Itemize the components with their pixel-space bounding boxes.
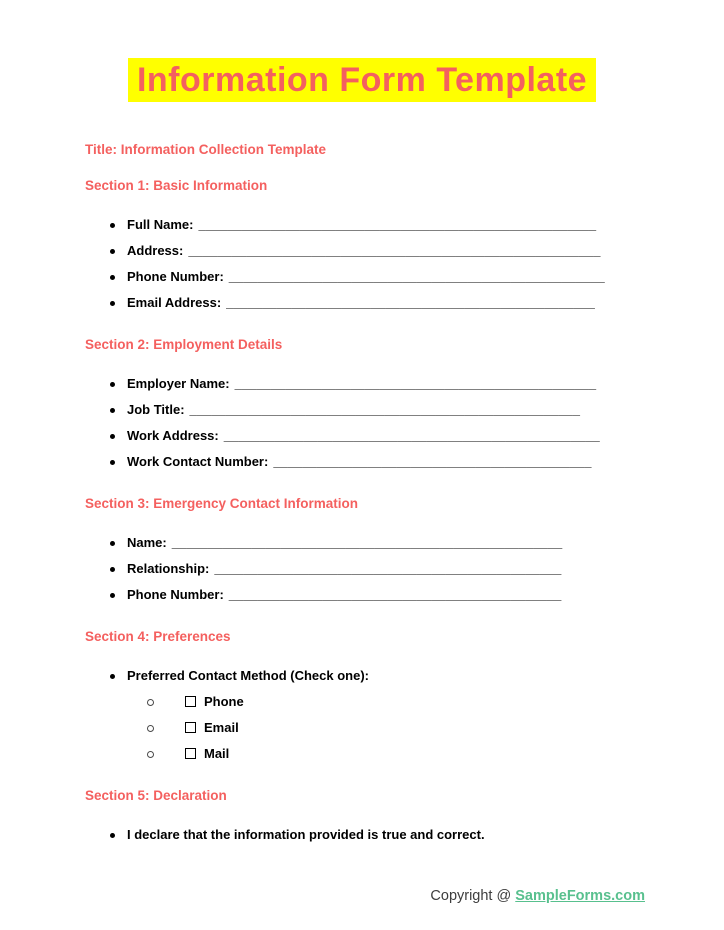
field-label: Job Title: (127, 402, 185, 417)
form-field-row (85, 423, 664, 449)
blank-line: ______________________________________________________ (171, 535, 563, 550)
field-label: Name: (127, 535, 167, 550)
option-email (85, 715, 664, 741)
option-mail (85, 741, 664, 767)
field-label: Address: (127, 243, 184, 258)
document-header (0, 0, 724, 102)
form-field-row (85, 212, 664, 238)
field-label: Email Address: (127, 295, 222, 310)
section-5-heading: Section 5: Declaration (85, 788, 227, 803)
field-label: Work Address: (127, 428, 219, 443)
section-1-fields (85, 212, 664, 316)
form-field-row (85, 530, 664, 556)
option-phone (85, 689, 664, 715)
sampleforms-link[interactable]: SampleForms.com (515, 888, 645, 904)
document-body (85, 143, 664, 848)
blank-line: _______________________________________________________ (198, 217, 597, 232)
option-label: Mail (204, 746, 230, 761)
form-field-row (85, 663, 664, 689)
form-field-row (85, 449, 664, 475)
section-1-heading: Section 1: Basic Information (85, 178, 268, 193)
blank-line: __________________________________________________ (234, 376, 597, 391)
section-2-fields (85, 371, 664, 475)
blank-line: ____________________________________________________ (223, 428, 600, 443)
form-field-row (85, 264, 664, 290)
blank-line: ___________________________________________________ (226, 295, 595, 310)
field-label: Employer Name: (127, 376, 230, 391)
blank-line: _________________________________________________________ (188, 243, 601, 258)
section-4-fields (85, 663, 664, 689)
footer (430, 888, 645, 904)
form-field-row (85, 556, 664, 582)
form-field-row (85, 290, 664, 316)
section-4-heading: Section 4: Preferences (85, 629, 231, 644)
field-label: Phone Number: (127, 269, 224, 284)
section-2-heading: Section 2: Employment Details (85, 337, 283, 352)
declaration-text: I declare that the information provided is true and correct. (127, 827, 485, 842)
option-label: Email (204, 720, 239, 735)
option-label: Phone (204, 694, 244, 709)
copyright-text: Copyright @ (430, 888, 512, 904)
blank-line: ____________________________________________________ (228, 269, 605, 284)
field-label: Relationship: (127, 561, 210, 576)
form-field-row (85, 371, 664, 397)
form-field-row (85, 397, 664, 423)
checkbox-icon (185, 722, 196, 733)
section-3-heading: Section 3: Emergency Contact Information (85, 496, 359, 511)
form-field-row (85, 238, 664, 264)
page-title: Information Form Template (128, 58, 596, 102)
checkbox-icon (185, 748, 196, 759)
form-field-row (85, 582, 664, 608)
blank-line: ________________________________________________ (214, 561, 562, 576)
blank-line: ______________________________________________________ (189, 402, 580, 417)
blank-line: ______________________________________________ (228, 587, 562, 602)
blank-line: ____________________________________________ (273, 454, 592, 469)
field-label: Full Name: (127, 217, 194, 232)
field-label: Phone Number: (127, 587, 224, 602)
section-5-fields (85, 822, 664, 848)
doc-title-line: Title: Information Collection Template (85, 142, 327, 157)
contact-method-options (85, 689, 664, 767)
declaration-row (85, 822, 664, 848)
field-label: Work Contact Number: (127, 454, 269, 469)
field-label: Preferred Contact Method (Check one): (127, 668, 369, 683)
section-3-fields (85, 530, 664, 608)
checkbox-icon (185, 696, 196, 707)
